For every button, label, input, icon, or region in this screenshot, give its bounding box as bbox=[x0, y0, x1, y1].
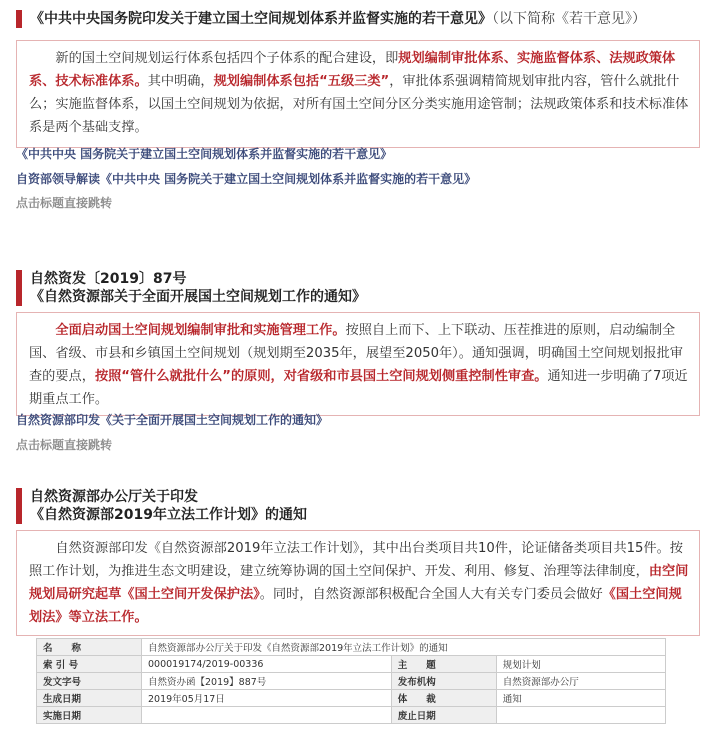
section1-header bbox=[16, 10, 646, 28]
section2-link-notice[interactable]: 自然资源部印发《关于全面开展国土空间规划工作的通知》 bbox=[16, 413, 329, 427]
section3-body-highlight: 由空间规划局研究起草《国土空间开发保护法》 bbox=[29, 564, 689, 602]
section2-title: 《自然资源部关于全面开展国土空间规划工作的通知》 bbox=[30, 289, 366, 305]
doc-number-label: 发文字号 bbox=[37, 673, 142, 690]
date-value: 2019年05月17日 bbox=[142, 690, 392, 707]
table-row bbox=[37, 707, 666, 724]
index-value: 000019174/2019-00336 bbox=[142, 656, 392, 673]
repeal-date-value bbox=[496, 707, 665, 724]
section3-title-line2: 《自然资源部2019年立法工作计划》的通知 bbox=[30, 507, 307, 523]
section1-body-text: 其中明确， bbox=[147, 74, 214, 89]
name-value: 自然资源部办公厅关于印发《自然资源部2019年立法工作计划》的通知 bbox=[142, 639, 666, 656]
genre-label: 体 裁 bbox=[391, 690, 496, 707]
section1-title-main: 《中共中央国务院印发关于建立国土空间规划体系并监督实施的若干意见》 bbox=[30, 11, 492, 27]
section1-body-highlight: 规划编制体系包括“五级三类” bbox=[213, 74, 390, 89]
genre-value: 通知 bbox=[496, 690, 665, 707]
effective-date-value bbox=[142, 707, 392, 724]
section1-body-highlight: 规划编制审批体系、实施监督体系、法规政策体系、技术标准体系。 bbox=[29, 51, 676, 89]
table-row bbox=[37, 690, 666, 707]
section2-header bbox=[16, 270, 366, 306]
repeal-date-label: 废止日期 bbox=[391, 707, 496, 724]
issuer-value: 自然资源部办公厅 bbox=[496, 673, 665, 690]
index-label: 索 引 号 bbox=[37, 656, 142, 673]
section2-body-text: 通知进一步明确了7项近期重点工作。 bbox=[29, 369, 688, 407]
section2-body-text: 按照自上而下、上下联动、压茬推进的原则，启动编制全国、省级、市县和乡镇国土空间规划（规划期至2035年，展望至2050年）。通知强调，明确国土空间规划报批审查的要点， bbox=[29, 323, 683, 384]
section2-body bbox=[29, 319, 689, 411]
section2-summary-box bbox=[16, 312, 700, 416]
section1-title-aside: （以下简称《若干意见》） bbox=[492, 11, 646, 27]
section1-summary-box bbox=[16, 40, 700, 148]
section3-body-highlight: 《国土空间规划法》等立法工作。 bbox=[29, 587, 682, 625]
section1-body bbox=[29, 47, 689, 139]
section1-link-interpretation[interactable]: 自资部领导解读《中共中央 国务院关于建立国土空间规划体系并监督实施的若干意见》 bbox=[16, 172, 477, 186]
section1-jump-hint: 点击标题直接跳转 bbox=[16, 196, 113, 210]
issuer-label: 发布机构 bbox=[391, 673, 496, 690]
section3-body bbox=[29, 537, 689, 629]
subject-value: 规划计划 bbox=[496, 656, 665, 673]
table-row bbox=[37, 639, 666, 656]
effective-date-label: 实施日期 bbox=[37, 707, 142, 724]
section3-summary-box bbox=[16, 530, 700, 636]
name-label: 名 称 bbox=[37, 639, 142, 656]
document-info-table bbox=[36, 638, 666, 724]
section1-body-text: 新的国土空间规划运行体系包括四个子体系的配合建设，即 bbox=[55, 51, 399, 66]
section1-link-opinions[interactable]: 《中共中央 国务院关于建立国土空间规划体系并监督实施的若干意见》 bbox=[16, 147, 393, 161]
section1-body-text: ，审批体系强调精简规划审批内容，管什么就批什么；实施监督体系，以国土空间规划为依据，对所有国土空间分区分类实施用途管制；法规政策体系和技术标准体系是两个基础支撑。 bbox=[29, 74, 689, 135]
subject-label: 主 题 bbox=[391, 656, 496, 673]
section3-title-line1: 自然资源部办公厅关于印发 bbox=[30, 489, 198, 505]
section2-jump-hint: 点击标题直接跳转 bbox=[16, 438, 113, 452]
section2-body-highlight: 全面启动国土空间规划编制审批和实施管理工作。 bbox=[55, 323, 346, 338]
table-row bbox=[37, 656, 666, 673]
section3-header bbox=[16, 488, 307, 524]
section2-doc-number: 自然资发〔2019〕87号 bbox=[30, 271, 187, 287]
section1-title bbox=[30, 10, 646, 28]
date-label: 生成日期 bbox=[37, 690, 142, 707]
table-row bbox=[37, 673, 666, 690]
section2-body-highlight: 按照“管什么就批什么”的原则，对省级和市县国土空间规划侧重控制性审查。 bbox=[94, 369, 548, 384]
doc-number-value: 自然资办函【2019】887号 bbox=[142, 673, 392, 690]
section3-body-text: 自然资源部印发《自然资源部2019年立法工作计划》，其中出台类项目共10件，论证储备类项目共15件。按照工作计划，为推进生态文明建设，建立统筹协调的国土空间保护、开发、利用、修复、治理等法律制度， bbox=[29, 541, 683, 579]
section3-body-text: 。同时，自然资源部积极配合全国人大有关专门委员会做好 bbox=[259, 587, 603, 602]
